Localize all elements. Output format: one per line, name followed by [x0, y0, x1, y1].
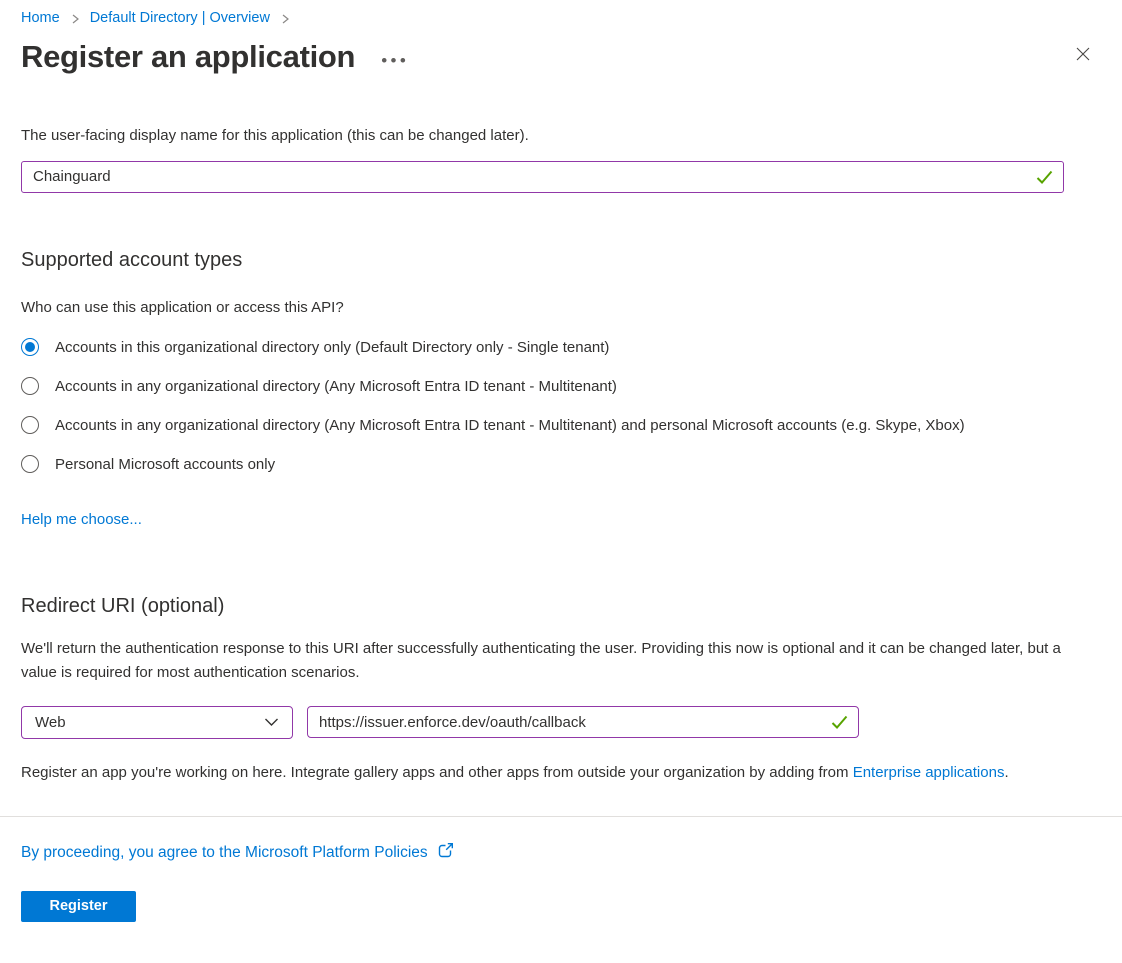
display-name-label: The user-facing display name for this application (this can be changed later). [21, 126, 529, 144]
external-link-icon [437, 842, 454, 864]
account-types-heading: Supported account types [21, 248, 243, 271]
breadcrumb-directory-link[interactable]: Default Directory | Overview [89, 10, 270, 26]
radio-option-multitenant-personal[interactable] [21, 414, 1064, 437]
close-button[interactable] [1071, 42, 1095, 66]
panel-content [0, 126, 1122, 785]
radio-option-label: Accounts in any organizational directory (Any Microsoft Entra ID tenant - Multitenant) [55, 377, 617, 395]
chevron-right-icon [279, 13, 291, 25]
redirect-uri-controls [21, 706, 1064, 739]
more-menu-button[interactable] [377, 50, 411, 71]
display-name-input[interactable] [21, 161, 1064, 193]
platform-policies-link[interactable] [21, 842, 454, 864]
radio-icon [21, 377, 39, 395]
redirect-uri-input[interactable] [307, 706, 859, 738]
radio-icon [21, 416, 39, 434]
redirect-uri-heading: Redirect URI (optional) [21, 594, 225, 617]
account-types-question: Who can use this application or access this API? [21, 298, 344, 316]
page-title: Register an application [21, 39, 356, 74]
footer [0, 817, 1122, 922]
register-note-period: . [1004, 763, 1009, 781]
breadcrumb-home-link[interactable]: Home [21, 10, 60, 26]
policy-link-text: By proceeding, you agree to the Microsoft Platform Policies [21, 843, 428, 861]
display-name-field-wrap [21, 161, 1064, 193]
radio-option-multitenant[interactable] [21, 375, 1064, 398]
redirect-uri-description: We'll return the authentication response to this URI after successfully authenticating the user. Providing this now is optional and it can be changed later, but a value is required for most authentication scenarios. [21, 639, 1061, 681]
platform-select[interactable] [21, 706, 293, 739]
close-icon [1075, 50, 1091, 65]
register-note [21, 761, 1064, 785]
register-note-text: Register an app you're working on here. Integrate gallery apps and other apps from outside your organization by adding from [21, 763, 853, 781]
enterprise-applications-link[interactable]: Enterprise applications [852, 763, 1005, 781]
radio-option-label: Personal Microsoft accounts only [55, 455, 276, 473]
account-types-radio-group [21, 336, 1064, 476]
help-me-choose-link[interactable]: Help me choose... [21, 510, 142, 528]
chevron-down-icon [264, 714, 279, 731]
redirect-uri-field-wrap [307, 706, 859, 738]
breadcrumb [0, 0, 1122, 26]
platform-select-value: Web [35, 713, 66, 731]
register-button[interactable]: Register [21, 891, 136, 922]
radio-option-single-tenant[interactable] [21, 336, 1064, 359]
chevron-right-icon [69, 13, 81, 25]
ellipsis-icon: • • • [381, 51, 407, 71]
page-header [0, 26, 1122, 75]
radio-option-label: Accounts in this organizational directory only (Default Directory only - Single tenant) [55, 338, 610, 356]
radio-option-personal-only[interactable] [21, 453, 1064, 476]
radio-option-label: Accounts in any organizational directory (Any Microsoft Entra ID tenant - Multitenant) and personal Microsoft accounts (e.g. Skype, Xbox) [55, 416, 965, 434]
radio-icon [21, 455, 39, 473]
radio-icon [21, 338, 39, 356]
